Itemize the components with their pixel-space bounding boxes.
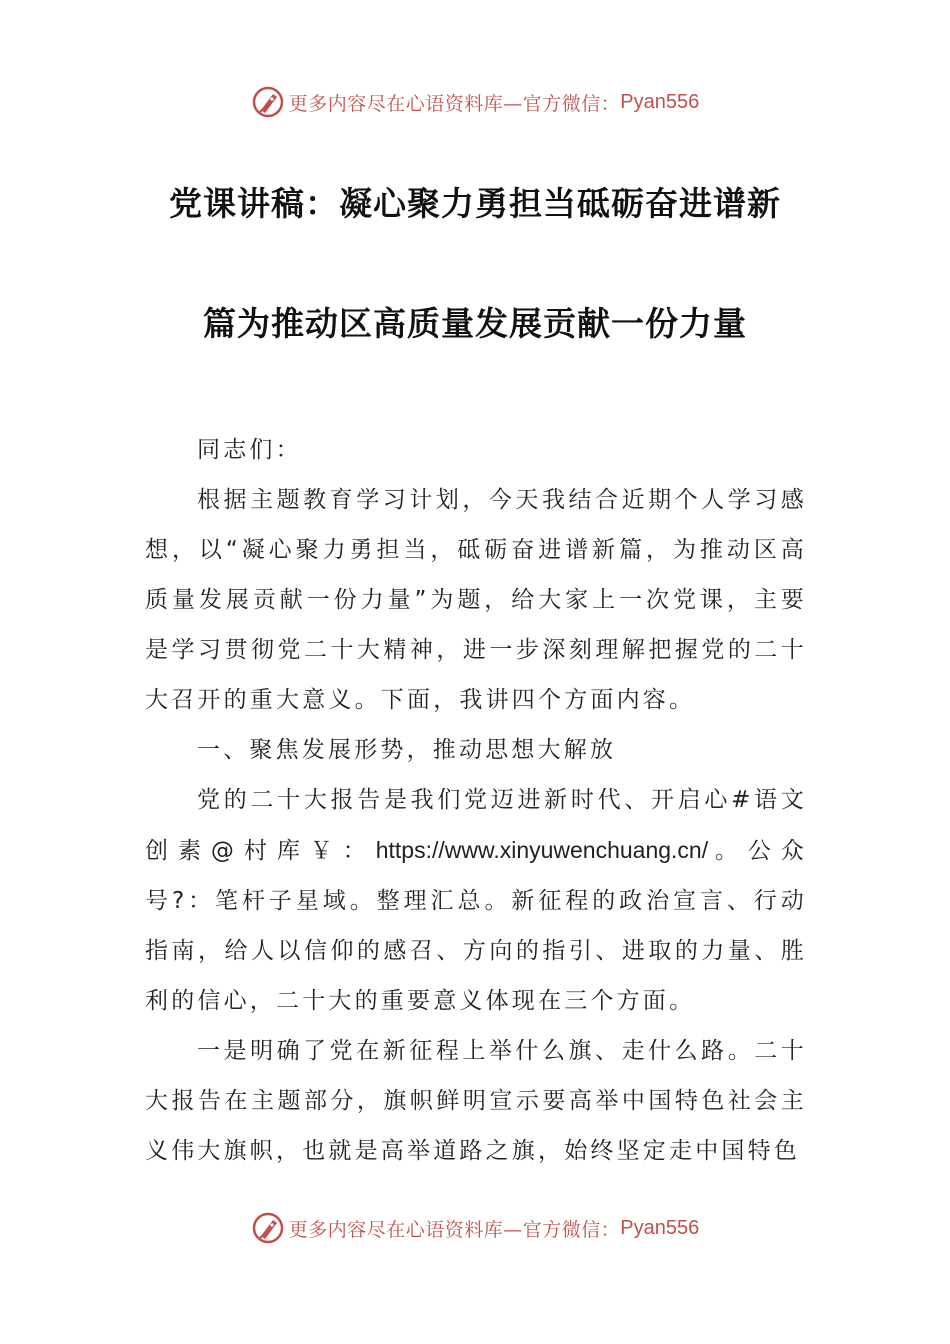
paragraph: 一是明确了党在新征程上举什么旗、走什么路。二十大报告在主题部分，旗帜鲜明宣示要高举中国特色社会主义伟大旗帜，也就是高举道路之旗，始终坚定走中国特色 xyxy=(145,1038,807,1164)
section-heading: 一、聚焦发展形势，推动思想大解放 xyxy=(197,737,617,763)
banner-text: 更多内容尽在心语资料库—官方微信： xyxy=(288,92,621,115)
fountain-pen-logo-icon xyxy=(251,85,285,119)
banner-text: 更多内容尽在心语资料库—官方微信： xyxy=(288,1218,621,1241)
greeting: 同志们： xyxy=(197,437,302,463)
page-title-line-1: 党课讲稿：凝心聚力勇担当砥砺奋进谱新 xyxy=(169,184,781,223)
paragraph-text: 。公众号?：笔杆子星域。整理汇总。新征程的政治宣言、行动指南，给人以信仰的感召、方向的指引、进取的力量、胜利的信心，二十大的重要意义体现在三个方面。 xyxy=(145,838,807,1014)
wechat-id: Pyan556 xyxy=(620,1216,700,1239)
paragraph: 根据主题教育学习计划，今天我结合近期个人学习感想，以“凝心聚力勇担当，砥砺奋进谱新篇，为推动区高质量发展贡献一份力量”为题，给大家上一次党课，主要是学习贯彻党二十大精神，进一步深刻理解把握党的二十大召开的重大意义。下面，我讲四个方面内容。 xyxy=(145,487,807,713)
page-title-line-2: 篇为推动区高质量发展贡献一份力量 xyxy=(203,304,747,343)
wechat-id: Pyan556 xyxy=(620,90,700,113)
header-banner xyxy=(0,82,950,122)
footer-banner xyxy=(0,1208,950,1248)
paragraph-with-link xyxy=(145,775,807,1026)
website-link[interactable]: https://www.xinyuwenchuang.cn/ xyxy=(375,837,709,863)
document-body xyxy=(145,425,807,1176)
paragraph-text: 党的二十大报告是我们党迈进新时代、开启心#语文创素@村库￥： xyxy=(145,787,807,864)
fountain-pen-logo-icon xyxy=(251,1211,285,1245)
